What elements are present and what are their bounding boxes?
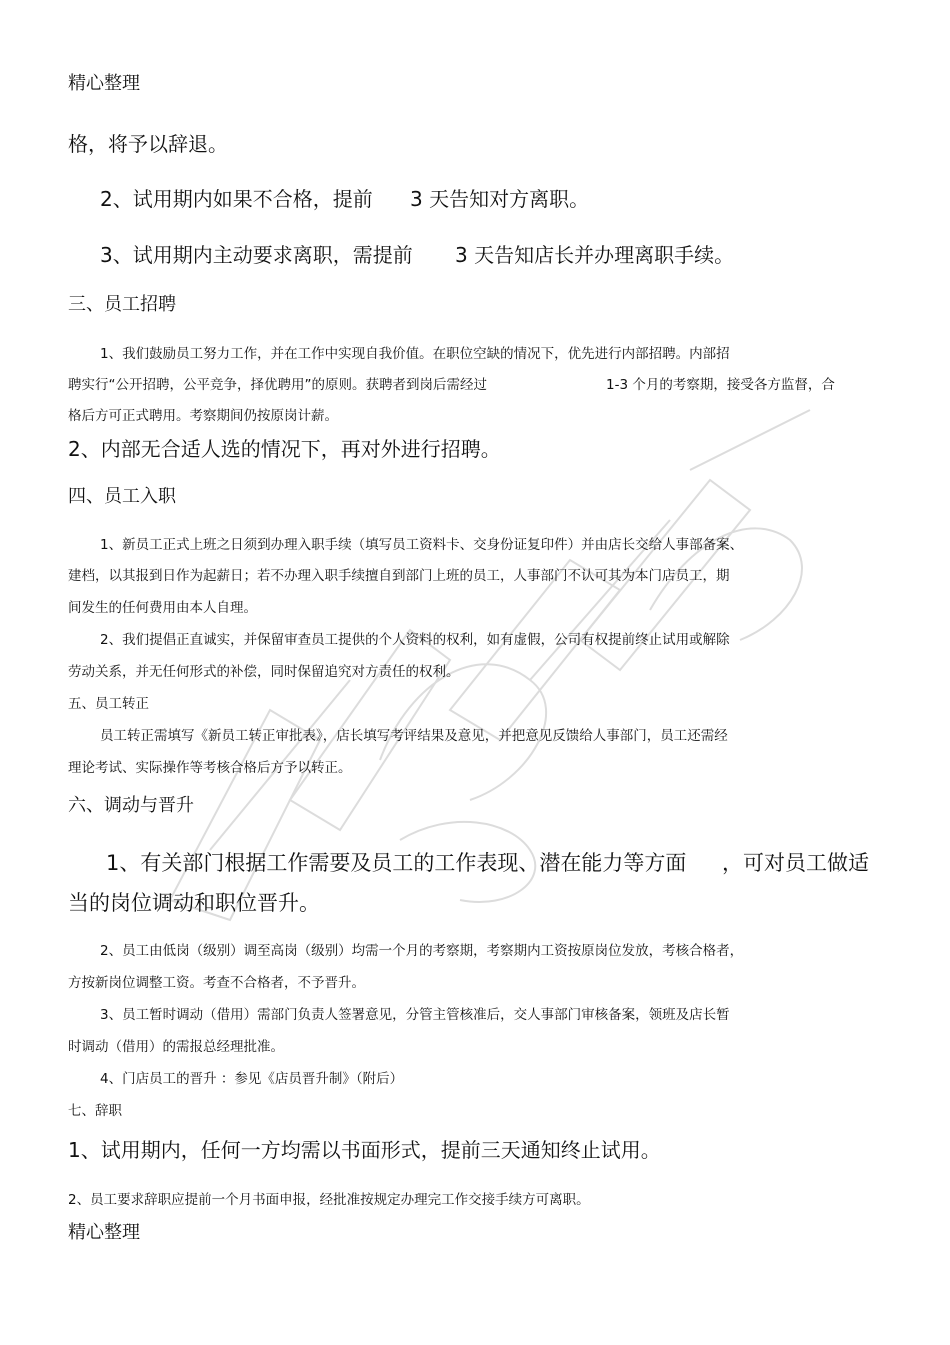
- text-line: 3、员工暂时调动（借用）需部门负责人签署意见，分管主管核准后，交人事部门审核备案，领班及店长暂: [100, 1007, 730, 1023]
- text-line: 2、我们提倡正直诚实，并保留审查员工提供的个人资料的权利，如有虚假，公司有权提前终止试用或解除: [100, 632, 730, 648]
- text-line: 劳动关系，并无任何形式的补偿，同时保留追究对方责任的权利。: [68, 664, 460, 680]
- section-heading: 五、员工转正: [68, 696, 149, 712]
- text-line: 格，将予以辞退。: [68, 132, 228, 156]
- section-heading: 七、辞职: [68, 1103, 122, 1119]
- text-line: 员工转正需填写《新员工转正审批表》，店长填写考评结果及意见，并把意见反馈给人事部门，员工还需经: [100, 728, 728, 744]
- text-line: 格后方可正式聘用。考察期间仍按原岗计薪。: [68, 408, 338, 424]
- text-line: 1、有关部门根据工作需要及员工的工作表现、潜在能力等方面: [106, 851, 687, 875]
- text-line: 1-3 个月的考察期，接受各方监督，合: [606, 377, 835, 393]
- text-line: 当的岗位调动和职位晋升。: [68, 891, 320, 915]
- text-line: 2、试用期内如果不合格，提前: [100, 187, 373, 211]
- text-line: 理论考试、实际操作等考核合格后方予以转正。: [68, 760, 352, 776]
- text-line: 3 天告知对方离职。: [410, 187, 590, 211]
- text-line: 时调动（借用）的需报总经理批准。: [68, 1039, 284, 1055]
- text-line: 1、试用期内，任何一方均需以书面形式，提前三天通知终止试用。: [68, 1138, 661, 1162]
- text-line: 建档，以其报到日作为起薪日；若不办理入职手续擅自到部门上班的员工，人事部门不认可其为本门店员工，期: [68, 568, 730, 584]
- text-line: 4、门店员工的晋升 ：参见《店员晋升制》（附后）: [100, 1071, 404, 1087]
- text-line: 2、内部无合适人选的情况下，再对外进行招聘。: [68, 437, 501, 461]
- text-line: 1、新员工正式上班之日须到办理入职手续（填写员工资料卡、交身份证复印件）并由店长交给人事部备案、: [100, 537, 744, 553]
- text-line: 方按新岗位调整工资。考查不合格者，不予晋升。: [68, 975, 365, 991]
- text-line: 2、员工要求辞职应提前一个月书面申报，经批准按规定办理完工作交接手续方可离职。: [68, 1192, 590, 1208]
- text-line: 3 天告知店长并办理离职手续。: [455, 243, 735, 267]
- section-heading: 六、调动与晋升: [68, 795, 194, 816]
- text-line: 1、我们鼓励员工努力工作，并在工作中实现自我价值。在职位空缺的情况下，优先进行内部招聘。内部招: [100, 346, 730, 362]
- text-line: 2、员工由低岗（级别）调至高岗（级别）均需一个月的考察期，考察期内工资按原岗位发放，考核合格者，: [100, 943, 744, 959]
- page-header: 精心整理: [68, 73, 140, 94]
- page-footer: 精心整理: [68, 1222, 140, 1243]
- section-heading: 四、员工入职: [68, 486, 176, 507]
- section-heading: 三、员工招聘: [68, 294, 176, 315]
- text-line: 聘实行“公开招聘，公平竞争，择优聘用”的原则。获聘者到岗后需经过: [68, 377, 487, 393]
- text-line: ，可对员工做适: [722, 851, 869, 875]
- text-line: 3、试用期内主动要求离职，需提前: [100, 243, 413, 267]
- text-line: 间发生的任何费用由本人自理。: [68, 600, 257, 616]
